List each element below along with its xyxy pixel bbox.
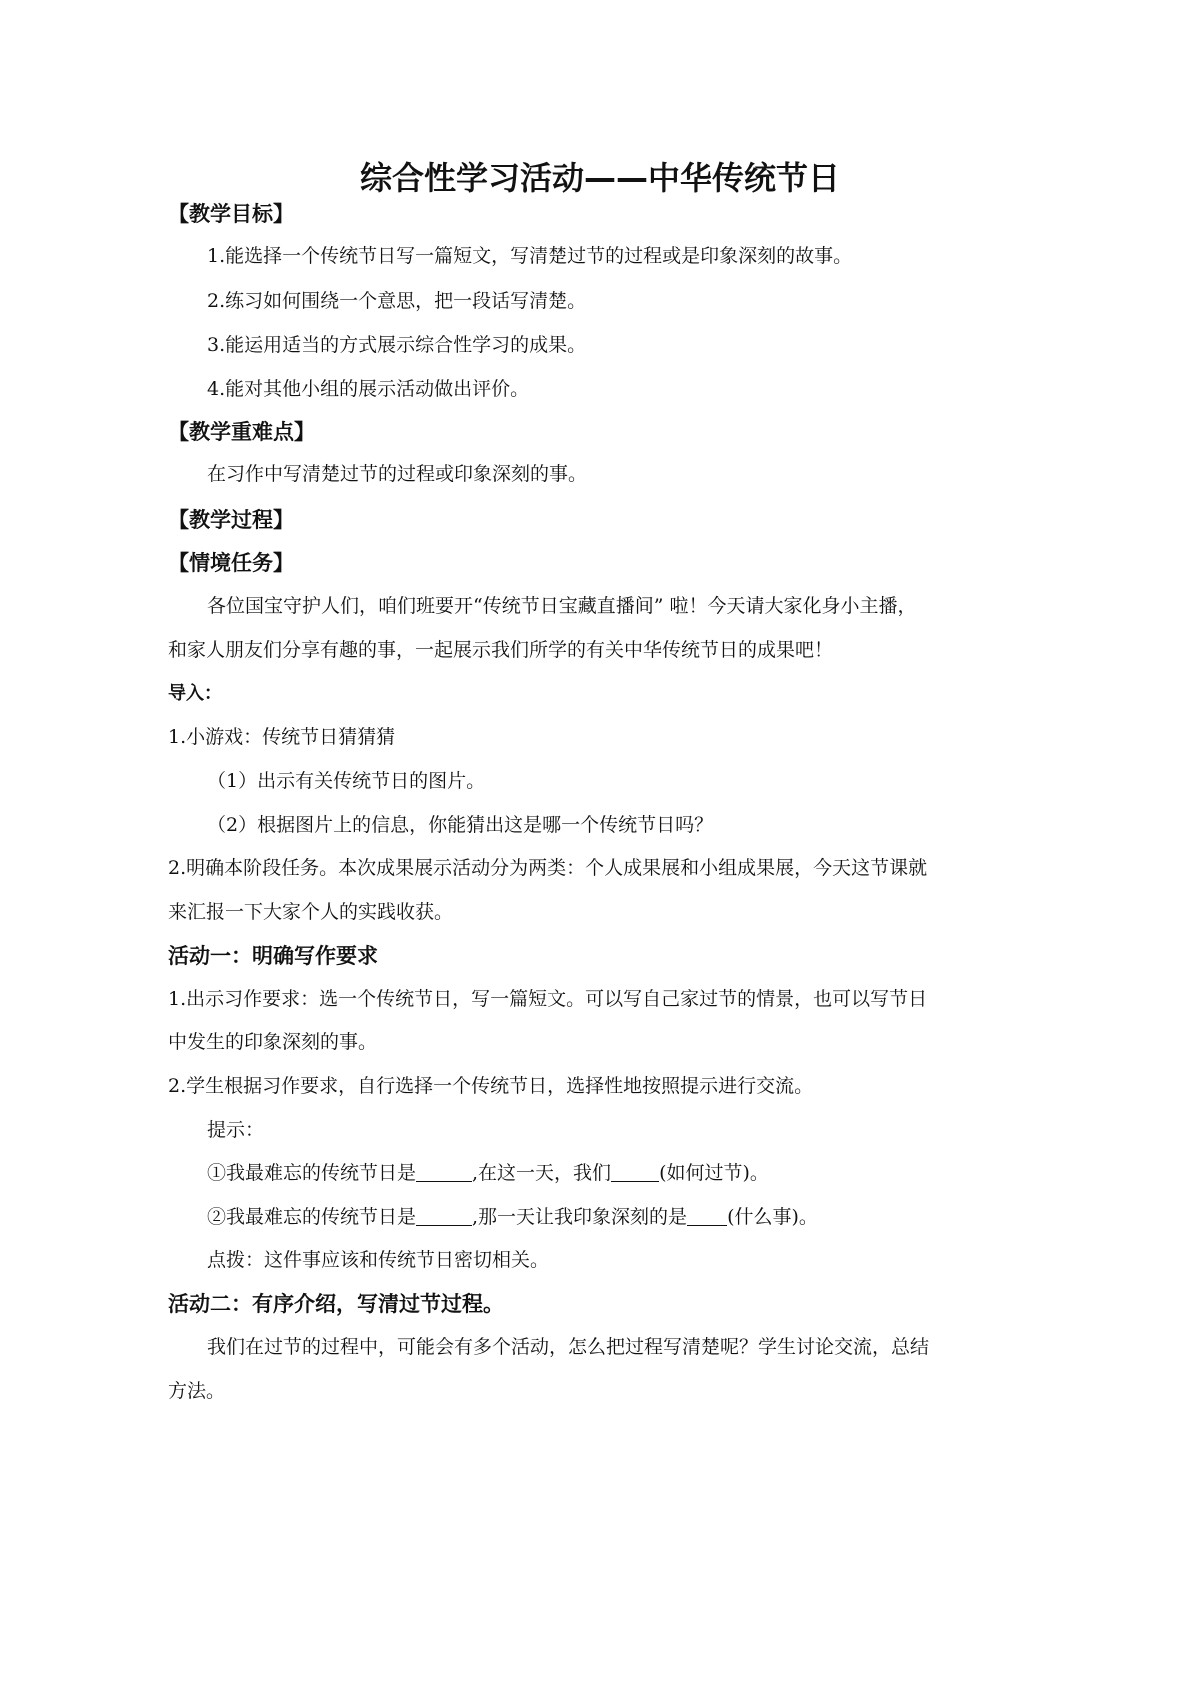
intro-item-continued: 来汇报一下大家个人的实践收获。 xyxy=(168,901,454,923)
tip-text: 点拨：这件事应该和传统节日密切相关。 xyxy=(207,1249,550,1271)
hint-sentence-two xyxy=(207,1203,818,1231)
key-text: 在习作中写清楚过节的过程或印象深刻的事。 xyxy=(207,463,588,485)
activity-two-heading: 活动二：有序介绍，写清过节过程。 xyxy=(168,1292,504,1316)
fill-blank xyxy=(611,1163,659,1182)
hint-sentence-one xyxy=(207,1159,769,1187)
goal-item: 1.能选择一个传统节日写一篇短文，写清楚过节的过程或是印象深刻的故事。 xyxy=(207,245,853,267)
intro-subitem: （1）出示有关传统节日的图片。 xyxy=(207,770,486,792)
intro-heading: 导入： xyxy=(168,683,222,704)
goal-item: 2.练习如何围绕一个意思，把一段话写清楚。 xyxy=(207,290,587,312)
hint-text: ②我最难忘的传统节日是 xyxy=(207,1206,417,1228)
goal-item: 3.能运用适当的方式展示综合性学习的成果。 xyxy=(207,334,587,356)
hint-text: ,那一天让我印象深刻的是 xyxy=(472,1206,688,1228)
hint-label: 提示： xyxy=(207,1119,265,1141)
fill-blank xyxy=(416,1207,472,1226)
fill-blank xyxy=(687,1207,727,1226)
fill-blank xyxy=(416,1163,472,1182)
key-heading: 【教学重难点】 xyxy=(168,420,315,444)
intro-item: 2.明确本阶段任务。本次成果展示活动分为两类：个人成果展和小组成果展，今天这节课就 xyxy=(168,857,928,879)
activity-one-item: 1.出示习作要求：选一个传统节日，写一篇短文。可以写自己家过节的情景，也可以写节日 xyxy=(168,988,928,1010)
task-heading: 【情境任务】 xyxy=(168,551,294,575)
activity-two-paragraph-line: 方法。 xyxy=(168,1380,226,1402)
intro-subitem: （2）根据图片上的信息，你能猜出这是哪一个传统节日吗？ xyxy=(207,814,714,836)
hint-text: (什么事)。 xyxy=(727,1206,818,1228)
hint-text: (如何过节)。 xyxy=(659,1162,769,1184)
activity-two-paragraph-line: 我们在过节的过程中，可能会有多个活动，怎么把过程写清楚呢？学生讨论交流，总结 xyxy=(207,1336,930,1358)
activity-one-heading: 活动一：明确写作要求 xyxy=(168,944,378,968)
goal-item: 4.能对其他小组的展示活动做出评价。 xyxy=(207,378,530,400)
task-paragraph-line: 和家人朋友们分享有趣的事，一起展示我们所学的有关中华传统节日的成果吧！ xyxy=(168,639,834,661)
hint-text: ①我最难忘的传统节日是 xyxy=(207,1162,417,1184)
activity-one-item: 2.学生根据习作要求，自行选择一个传统节日，选择性地按照提示进行交流。 xyxy=(168,1075,814,1097)
intro-item: 1.小游戏：传统节日猜猜猜 xyxy=(168,726,396,748)
task-paragraph-line: 各位国宝守护人们，咱们班要开“传统节日宝藏直播间” 啦！今天请大家化身小主播， xyxy=(207,595,917,617)
document-title: 综合性学习活动——中华传统节日 xyxy=(359,159,840,197)
process-heading: 【教学过程】 xyxy=(168,508,294,532)
goals-heading: 【教学目标】 xyxy=(168,202,294,226)
activity-one-item-continued: 中发生的印象深刻的事。 xyxy=(168,1031,378,1053)
hint-text: ,在这一天，我们 xyxy=(472,1162,612,1184)
